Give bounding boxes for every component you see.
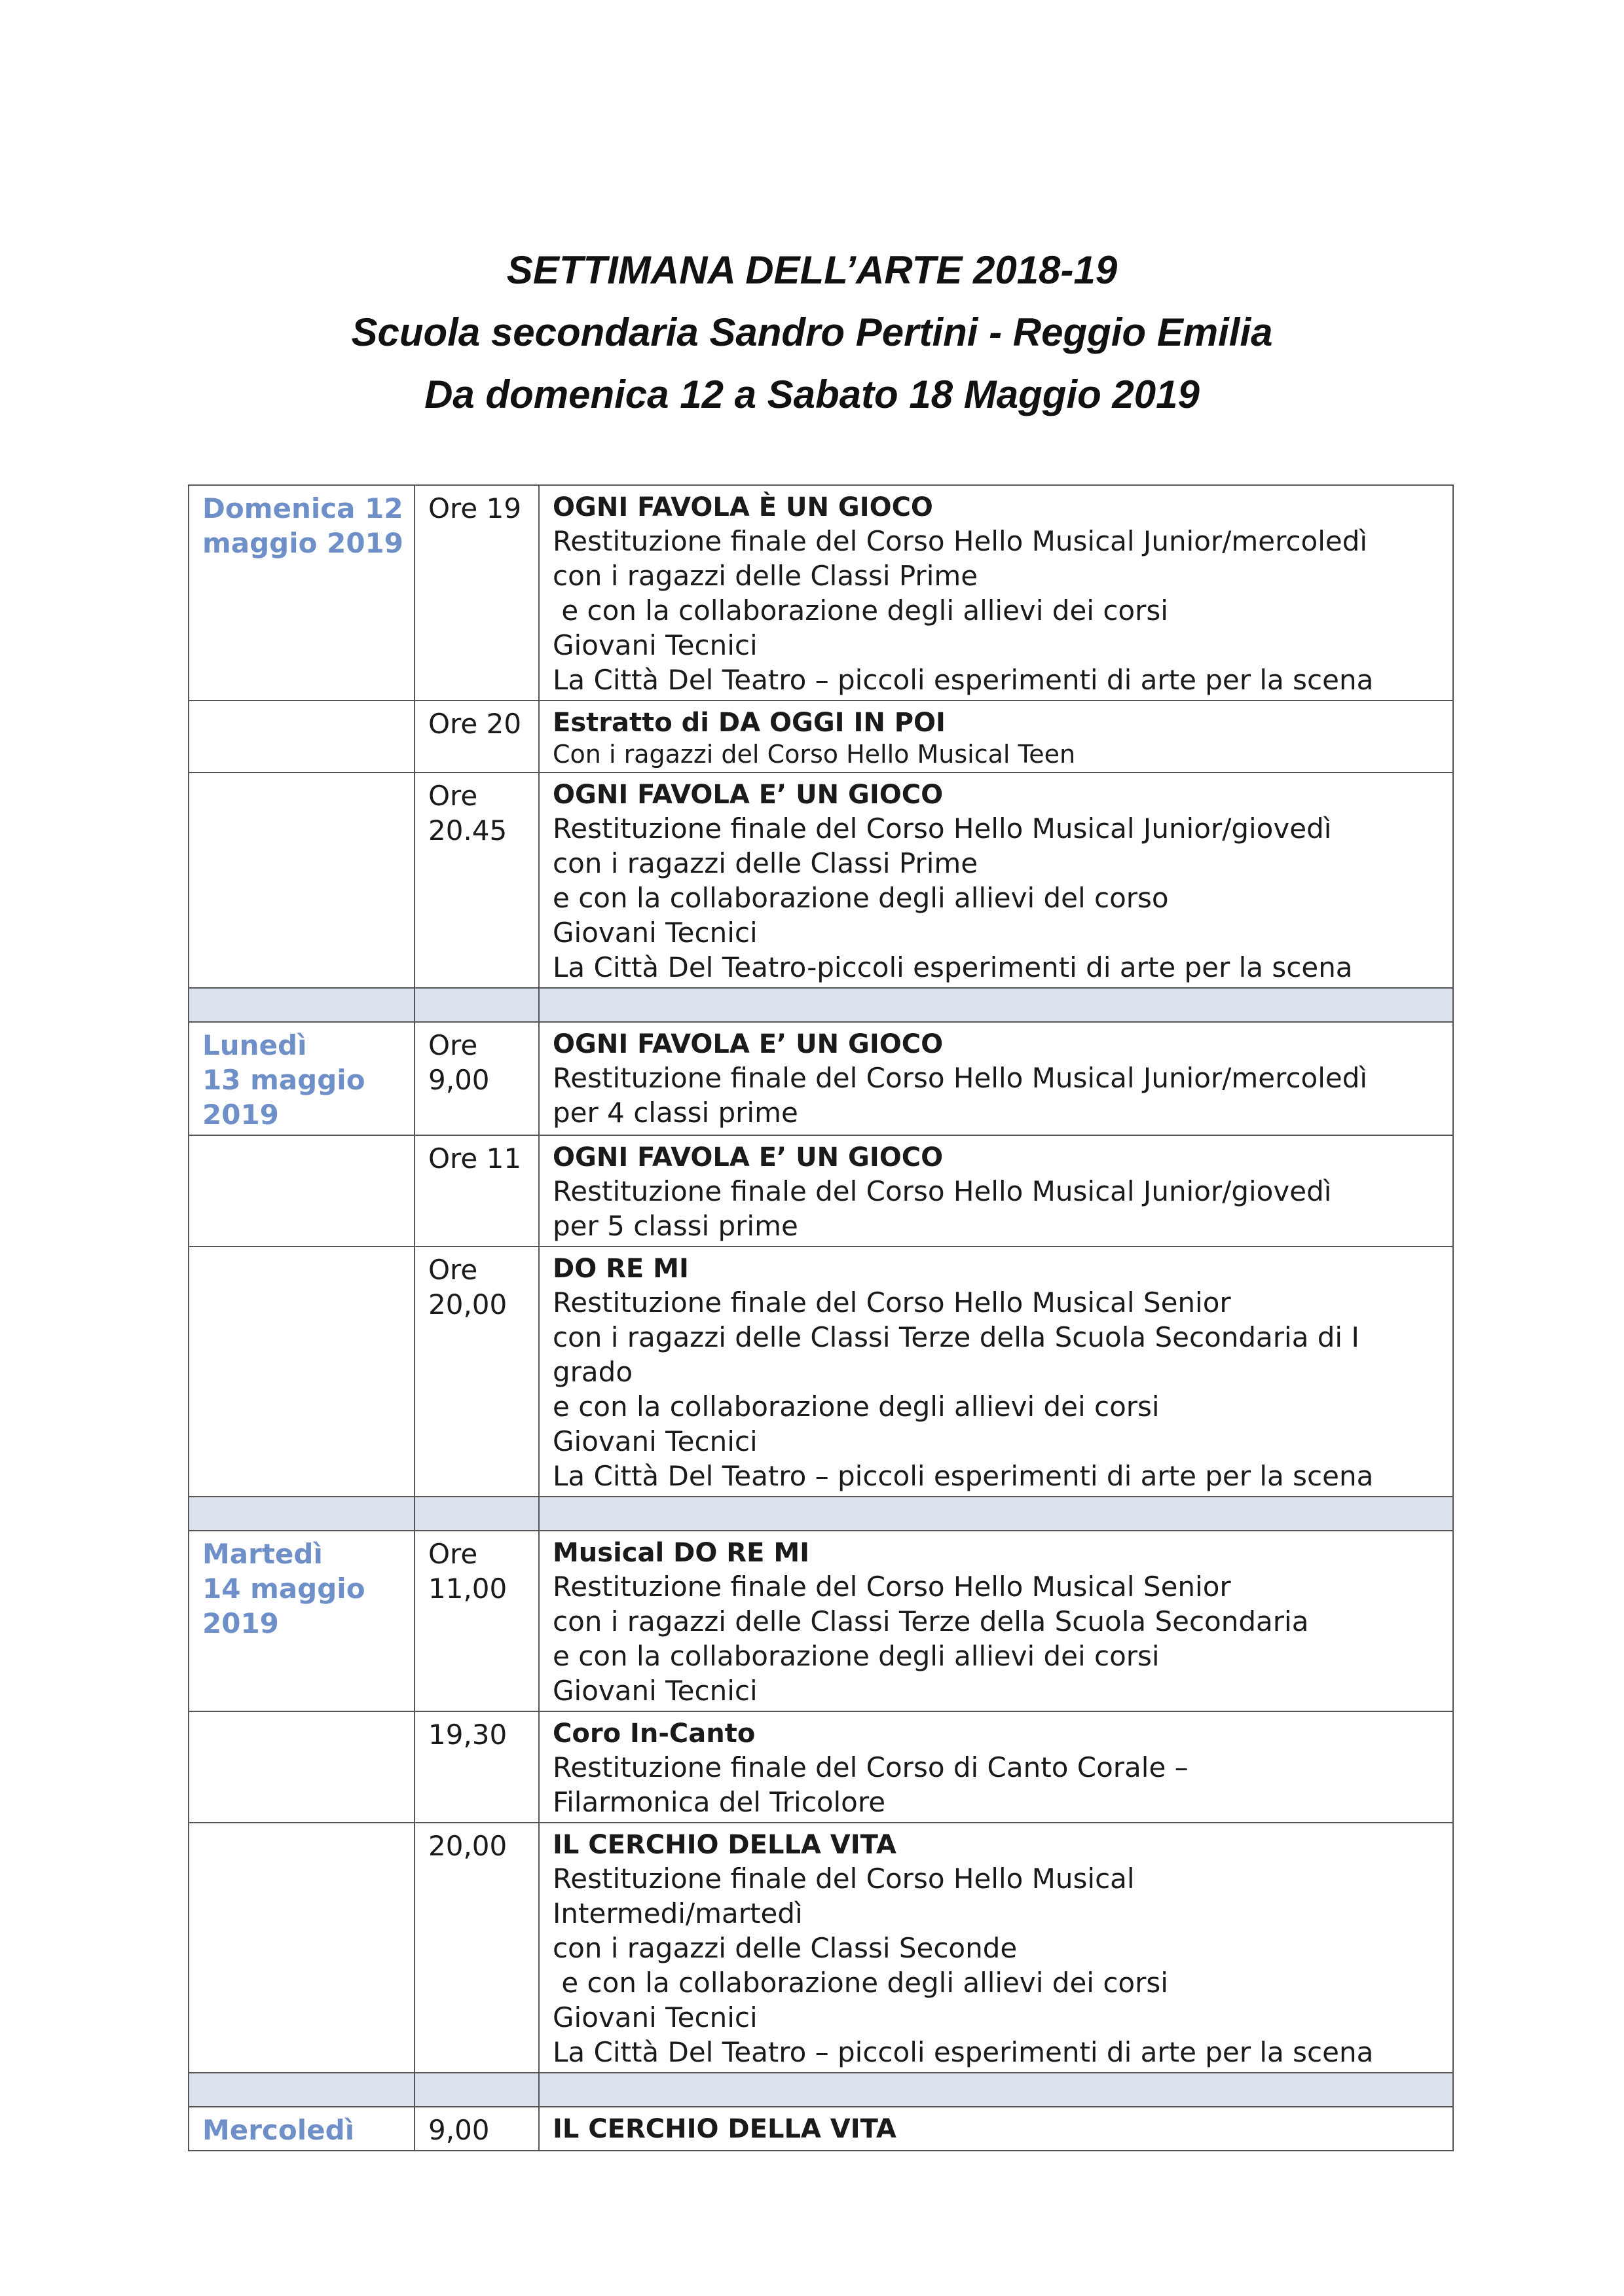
event-description-line: Restituzione finale del Corso Hello Musical Junior/mercoledì <box>553 525 1368 557</box>
time-label: 20,00 <box>428 1288 507 1321</box>
time-label: Ore 20 <box>428 708 522 740</box>
event-cell <box>539 2107 1453 2151</box>
time-cell <box>415 1022 539 1135</box>
separator-cell <box>415 988 539 1022</box>
day-cell <box>189 1135 415 1247</box>
event-cell <box>539 1531 1453 1711</box>
event-cell <box>539 1022 1453 1135</box>
event-description-line: per 5 classi prime <box>553 1210 798 1242</box>
event-description-line: Giovani Tecnici <box>553 1425 758 1457</box>
event-cell <box>539 1135 1453 1247</box>
event-title: Musical DO RE MI <box>553 1538 810 1568</box>
table-separator-row <box>189 2073 1453 2107</box>
event-cell <box>539 1247 1453 1497</box>
event-cell <box>539 485 1453 701</box>
time-cell <box>415 1247 539 1497</box>
title-line-1: SETTIMANA DELL’ARTE 2018-19 <box>506 248 1118 292</box>
day-label: Martedì <box>202 1538 323 1570</box>
event-title: OGNI FAVOLA E’ UN GIOCO <box>553 1029 944 1059</box>
event-description-line: Giovani Tecnici <box>553 917 758 949</box>
day-label: maggio 2019 <box>202 527 404 559</box>
event-description-line: Restituzione finale del Corso Hello Musical Senior <box>553 1571 1231 1603</box>
time-cell <box>415 1711 539 1823</box>
time-label: 20,00 <box>428 1830 507 1862</box>
event-description-line: e con la collaborazione degli allievi dei corsi <box>553 1967 1168 1999</box>
document-title <box>0 239 1624 426</box>
day-cell <box>189 1247 415 1497</box>
table-row <box>189 701 1453 773</box>
time-label: Ore <box>428 1029 478 1061</box>
event-cell <box>539 1823 1453 2073</box>
event-description-line: e con la collaborazione degli allievi del corso <box>553 882 1169 914</box>
day-cell <box>189 485 415 701</box>
time-cell <box>415 773 539 988</box>
time-label: Ore <box>428 1254 478 1286</box>
event-description-line: e con la collaborazione degli allievi dei corsi <box>553 594 1168 627</box>
time-label: Ore <box>428 780 478 812</box>
day-cell <box>189 1823 415 2073</box>
event-description-line: Restituzione finale del Corso Hello Musical Junior/giovedì <box>553 1175 1332 1207</box>
event-description-line: Restituzione finale del Corso Hello Musical Junior/giovedì <box>553 812 1332 845</box>
time-cell <box>415 701 539 773</box>
event-description-line: Giovani Tecnici <box>553 2001 758 2033</box>
event-description-line: Restituzione finale del Corso Hello Musical Junior/mercoledì <box>553 1062 1368 1094</box>
event-description-line: con i ragazzi delle Classi Seconde <box>553 1932 1018 1964</box>
event-description-line: Restituzione finale del Corso di Canto Corale – <box>553 1751 1189 1783</box>
event-description-line: Restituzione finale del Corso Hello Musical Senior <box>553 1286 1231 1319</box>
separator-cell <box>415 2073 539 2107</box>
time-label: 9,00 <box>428 1064 490 1096</box>
table-row <box>189 1531 1453 1711</box>
day-cell <box>189 2107 415 2151</box>
event-description-line: Restituzione finale del Corso Hello Musical <box>553 1863 1135 1895</box>
event-cell <box>539 1711 1453 1823</box>
event-description-line: con i ragazzi delle Classi Prime <box>553 560 978 592</box>
time-cell <box>415 1823 539 2073</box>
separator-cell <box>539 2073 1453 2107</box>
table-row <box>189 2107 1453 2151</box>
event-cell <box>539 701 1453 773</box>
event-description-line: Filarmonica del Tricolore <box>553 1786 886 1818</box>
time-cell <box>415 1135 539 1247</box>
table-row <box>189 1022 1453 1135</box>
event-title: OGNI FAVOLA È UN GIOCO <box>553 492 933 522</box>
day-label: Mercoledì <box>202 2114 355 2146</box>
time-label: 19,30 <box>428 1719 507 1751</box>
event-description-line: per 4 classi prime <box>553 1097 798 1129</box>
event-title: IL CERCHIO DELLA VITA <box>553 2114 896 2144</box>
time-cell <box>415 1531 539 1711</box>
separator-cell <box>189 2073 415 2107</box>
event-description-line: con i ragazzi delle Classi Terze della Scuola Secondaria di I <box>553 1321 1359 1353</box>
day-cell <box>189 1531 415 1711</box>
separator-cell <box>539 988 1453 1022</box>
day-label: 2019 <box>202 1099 279 1131</box>
day-cell <box>189 701 415 773</box>
event-description-line: con i ragazzi delle Classi Prime <box>553 847 978 879</box>
day-label: 2019 <box>202 1607 279 1639</box>
separator-cell <box>539 1497 1453 1531</box>
day-label: Domenica 12 <box>202 492 403 524</box>
time-label: 9,00 <box>428 2114 490 2146</box>
event-title: OGNI FAVOLA E’ UN GIOCO <box>553 1142 944 1173</box>
event-description-line: grado <box>553 1356 633 1388</box>
time-cell <box>415 2107 539 2151</box>
table-row <box>189 773 1453 988</box>
table-row <box>189 1247 1453 1497</box>
time-label: 11,00 <box>428 1573 507 1605</box>
schedule-table <box>188 484 1454 2151</box>
event-description-line: Con i ragazzi del Corso Hello Musical Teen <box>553 740 1076 769</box>
table-row <box>189 1135 1453 1247</box>
day-label: 13 maggio <box>202 1064 365 1096</box>
day-cell <box>189 1022 415 1135</box>
event-title: Coro In-Canto <box>553 1719 756 1749</box>
separator-cell <box>189 988 415 1022</box>
table-row <box>189 1711 1453 1823</box>
event-description-line: Intermedi/martedì <box>553 1897 803 1929</box>
table-row <box>189 485 1453 701</box>
title-line-2: Scuola secondaria Sandro Pertini - Reggio Emilia <box>351 310 1273 354</box>
event-cell <box>539 773 1453 988</box>
event-description-line: La Città Del Teatro – piccoli esperimenti di arte per la scena <box>553 2036 1374 2068</box>
separator-cell <box>415 1497 539 1531</box>
event-description-line: e con la collaborazione degli allievi dei corsi <box>553 1640 1160 1672</box>
time-label: Ore <box>428 1538 478 1570</box>
event-title: OGNI FAVOLA E’ UN GIOCO <box>553 780 944 810</box>
event-description-line: Giovani Tecnici <box>553 1675 758 1707</box>
time-label: Ore 19 <box>428 492 522 524</box>
table-separator-row <box>189 1497 1453 1531</box>
time-label: Ore 11 <box>428 1142 522 1175</box>
event-title: IL CERCHIO DELLA VITA <box>553 1830 896 1860</box>
event-description-line: La Città Del Teatro – piccoli esperimenti di arte per la scena <box>553 664 1374 696</box>
event-description-line: Giovani Tecnici <box>553 629 758 661</box>
table-row <box>189 1823 1453 2073</box>
event-title: DO RE MI <box>553 1254 689 1284</box>
separator-cell <box>189 1497 415 1531</box>
day-cell <box>189 773 415 988</box>
day-label: 14 maggio <box>202 1573 365 1605</box>
schedule-body <box>189 485 1453 2151</box>
day-cell <box>189 1711 415 1823</box>
table-separator-row <box>189 988 1453 1022</box>
day-label: Lunedì <box>202 1029 307 1061</box>
event-description-line: La Città Del Teatro – piccoli esperimenti di arte per la scena <box>553 1460 1374 1492</box>
title-line-3: Da domenica 12 a Sabato 18 Maggio 2019 <box>424 373 1200 416</box>
event-description-line: con i ragazzi delle Classi Terze della Scuola Secondaria <box>553 1605 1309 1637</box>
event-description-line: e con la collaborazione degli allievi dei corsi <box>553 1391 1160 1423</box>
event-title: Estratto di DA OGGI IN POI <box>553 708 946 738</box>
time-label: 20.45 <box>428 814 507 847</box>
event-description-line: La Città Del Teatro-piccoli esperimenti di arte per la scena <box>553 951 1353 983</box>
time-cell <box>415 485 539 701</box>
